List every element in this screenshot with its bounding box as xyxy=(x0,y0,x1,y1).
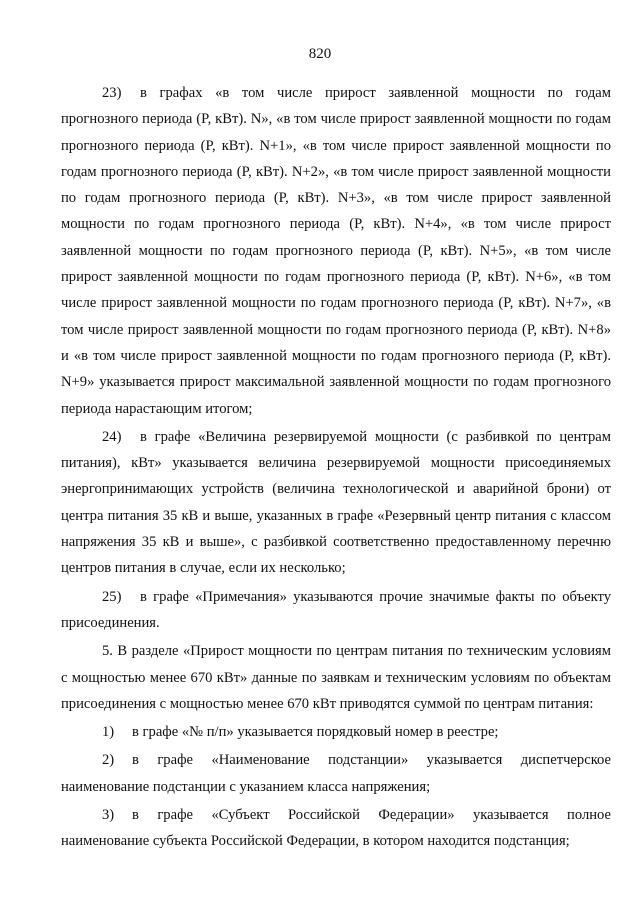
section-paragraph-5 xyxy=(61,638,611,717)
item-number: 23) xyxy=(102,85,122,101)
item-text: в графе «Примечания» указываются прочие значимые факты по объекту присоединения. xyxy=(61,588,611,631)
paragraph-text: 5. В разделе «Прирост мощности по центрам питания по техническим условиям с мощностью менее 670 кВт» данные по заявкам и техническим условиям по объектам присоединения с мощностью менее 670 кВт приводятся суммой по центрам питания: xyxy=(61,643,611,712)
list-item-25 xyxy=(61,584,611,637)
list-item-3 xyxy=(61,802,611,855)
item-number: 2) xyxy=(102,752,115,769)
item-number: 3) xyxy=(102,807,115,824)
item-number: 1) xyxy=(102,724,115,741)
page-number: 820 xyxy=(308,46,332,62)
list-item-1 xyxy=(61,719,611,745)
item-number: 24) xyxy=(102,428,122,445)
item-number: 25) xyxy=(102,588,122,605)
item-text: в графе «№ п/п» указывается порядковый номер в реестре; xyxy=(132,724,499,741)
document-body xyxy=(61,80,611,855)
list-item-2 xyxy=(61,747,611,800)
item-text: в графе «Величина резервируемой мощности (с разбивкой по центрам питания), кВт» указывается величина резервируемой мощности присоединяемых энергопринимающих устройств (величина технологической и аварийной брони) от центра питания 35 кВ и выше, указанных в графе «Резервный центр питания с классом напряжения 35 кВ и выше», с разбивкой соответственно предоставленному перечню центров питания в случае, если их несколько; xyxy=(61,428,611,577)
item-text: в графах «в том числе прирост заявленной мощности по годам прогнозного периода (P, кВт). N», «в том числе прирост заявленной мощности по годам прогнозного периода (P, кВт). N+1», «в том числе прирост заявленной мощности по годам прогнозного периода (P, кВт). N+2», «в том числе прирост заявленной мощности по годам прогнозного периода (P, кВт). N+3», «в том числе прирост заявленной мощности по годам прогнозного периода (P, кВт). N+4», «в том числе прирост заявленной мощности по годам прогнозного периода (P, кВт). N+5», «в том числе прирост заявленной мощности по годам прогнозного периода (P, кВт). N+6», «в том числе прирост заявленной мощности по годам прогнозного периода (P, кВт). N+7», «в том числе прирост заявленной мощности по годам прогнозного периода (P, кВт). N+8» и «в том числе прирост заявленной мощности по годам прогнозного периода (P, кВт). N+9» указывается прирост максимальной заявленной мощности по годам прогнозного периода нарастающим итогом; xyxy=(61,85,611,417)
list-item-24 xyxy=(61,424,611,582)
item-text: в графе «Наименование подстанции» указывается диспетчерское наименование подстанции с указанием класса напряжения; xyxy=(61,752,611,795)
item-text: в графе «Субъект Российской Федерации» указывается полное наименование субъекта Российской Федерации, в котором находится подстанция; xyxy=(61,807,611,850)
list-item-23 xyxy=(61,80,611,422)
